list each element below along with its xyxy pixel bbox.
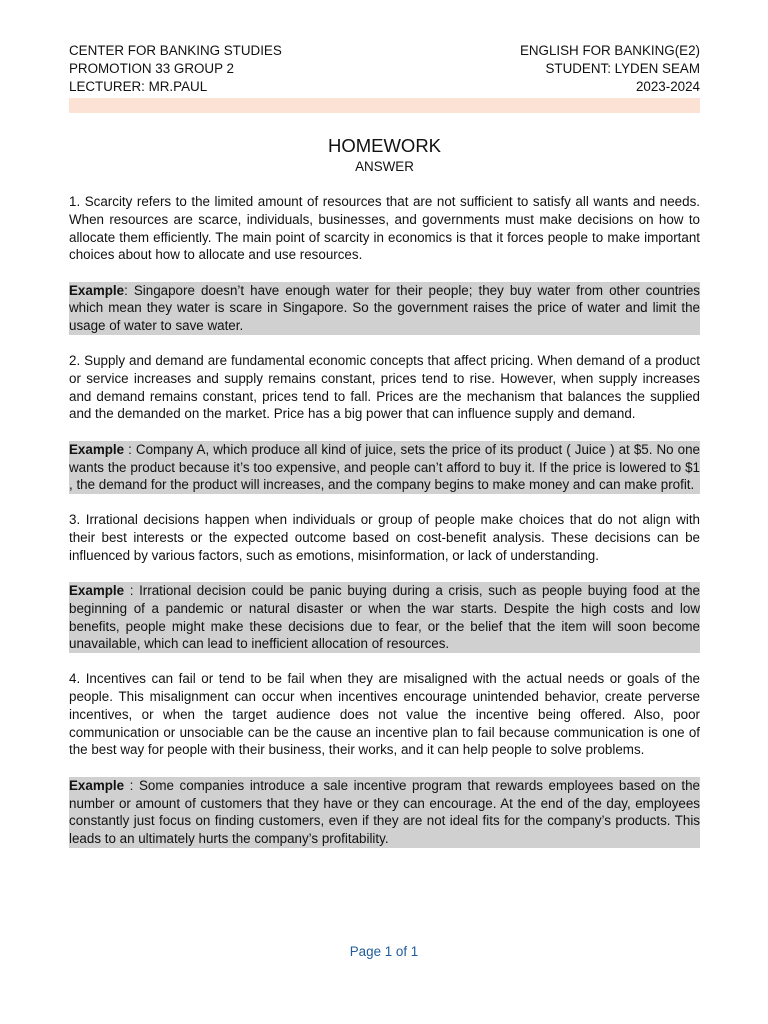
page-title: HOMEWORK [327,135,442,156]
section-3 [69,511,700,653]
example-block [69,582,700,653]
example-text: : Company A, which produce all kind of juice, sets the price of its product ( Juice ) at $5. No one wants the product because it’s too expensive, and people can’t afford to buy it. If the price is lowered to $1 , the demand for the product will increases, and the company begins to make money and can make profit. [69,441,700,493]
example-text: : Irrational decision could be panic buying during a crisis, such as people buying food at the beginning of a pandemic or natural disaster or when the war starts. Despite the high costs and low benefits, people might make these decisions due to fear, or the belief that the item will soon become unavailable, which can lead to inefficient allocation of resources. [69,583,700,652]
answer-paragraph: 1. Scarcity refers to the limited amount of resources that are not sufficient to satisfy all wants and needs. When resources are scarce, individuals, businesses, and governments must make decisions on how to allocate them efficiently. The main point of scarcity in economics is that it forces people to make important choices about how to allocate and use resources. [69,194,700,263]
lecturer: LECTURER: MR.PAUL [69,79,208,94]
institution-name: CENTER FOR BANKING STUDIES [69,43,282,58]
header-right [520,42,700,96]
student-name: STUDENT: LYDEN SEAM [545,61,700,76]
section-4 [69,670,700,848]
document-header [69,42,700,96]
example-block [69,441,700,494]
course-name: ENGLISH FOR BANKING(E2) [519,43,700,58]
example-label: Example [69,583,125,599]
page-subtitle: ANSWER [355,159,414,174]
example-text: : Singapore doesn’t have enough water for their people; they buy water from other countries which mean they water is scare in Singapore. So the government raises the price of water and limit the usage of water to save water. [69,282,700,334]
document-page [69,42,700,848]
example-label: Example [69,441,125,457]
answer-paragraph: 3. Irrational decisions happen when individuals or group of people make choices that do not align with their best interests or the expected outcome based on cost-benefit analysis. These decisions can be influenced by various factors, such as emotions, misinformation, or lack of understanding. [69,512,700,563]
example-block [69,282,700,335]
section-2 [69,352,700,494]
header-left [69,42,282,96]
example-label: Example [69,282,125,298]
header-divider-band [69,98,700,113]
page-number: Page 1 of 1 [349,944,419,959]
example-text: : Some companies introduce a sale incentive program that rewards employees based on the number or amount of customers that they have or they can encourage. At the end of the day, employees constantly just focus on finding customers, even if they are not ideal fits for the company’s products. This leads to an ultimately hurts the company’s profitability. [69,777,700,847]
promotion-group: PROMOTION 33 GROUP 2 [69,61,234,76]
example-label: Example [69,777,125,793]
answer-paragraph: 4. Incentives can fail or tend to be fail when they are misaligned with the actual needs or goals of the people. This misalignment can occur when incentives encourage unintended behavior, create perverse incentives, or when the target audience does not value the incentive being offered. Also, poor communication or unsociable can be the cause an incentive plan to fail because communication is one of the best way for people with their business, their works, and it can help people to solve problems. [69,671,700,758]
section-1 [69,193,700,335]
example-block [69,777,700,848]
academic-year: 2023-2024 [635,79,700,94]
answer-paragraph: 2. Supply and demand are fundamental economic concepts that affect pricing. When demand of a product or service increases and supply remains constant, prices tend to rise. However, when supply increases and demand remains constant, prices tend to fall. Prices are the mechanism that balances the supplied and the demanded on the market. Price has a big power that can influence supply and demand. [69,353,700,422]
